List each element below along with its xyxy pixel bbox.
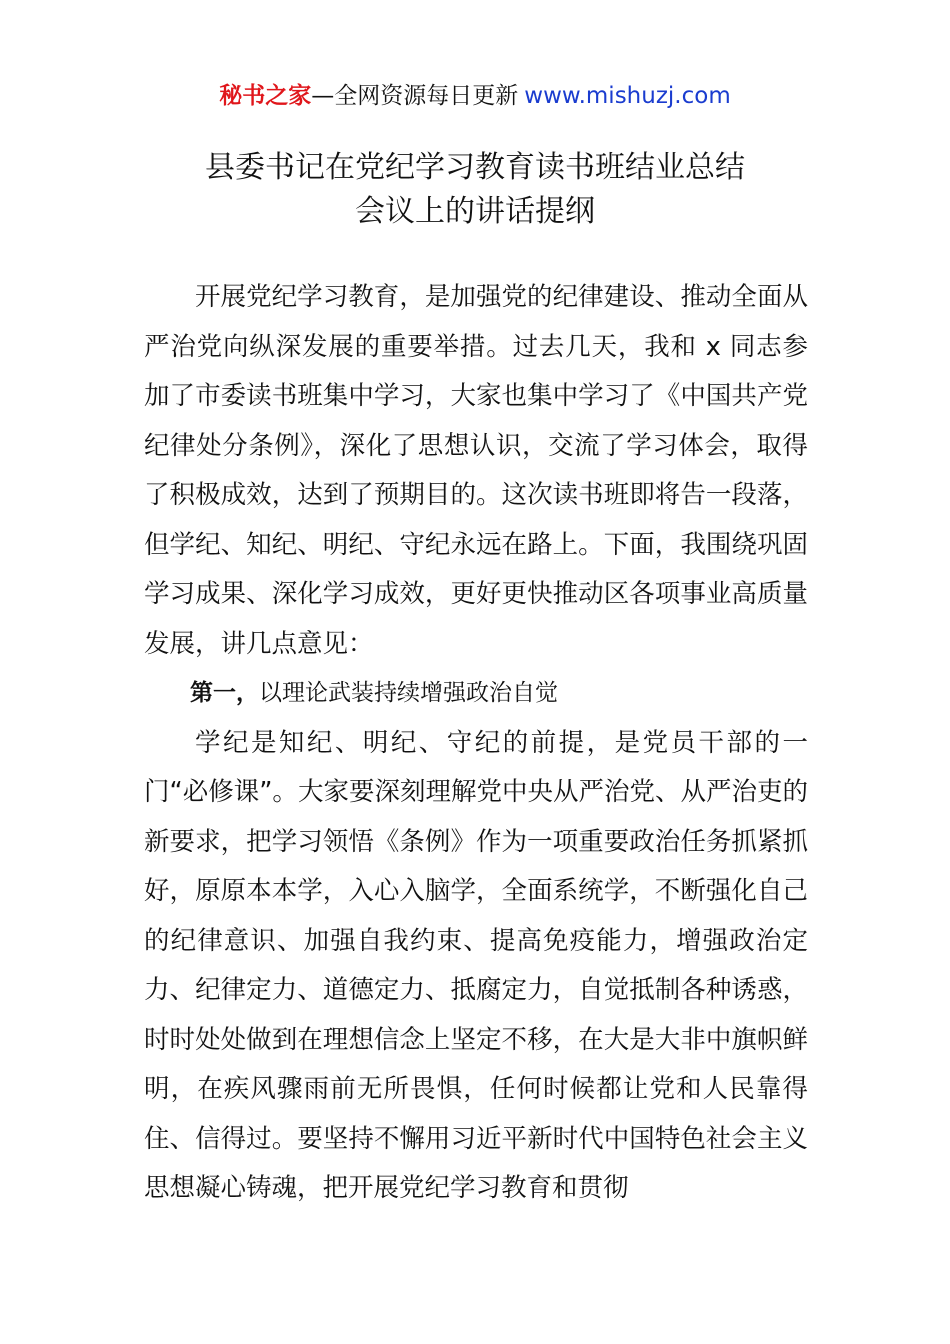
site-header — [0, 80, 950, 112]
document-body — [144, 273, 808, 1214]
title-line-2: 会议上的讲话提纲 — [355, 194, 595, 230]
section-number: 第一， — [190, 680, 259, 706]
section-paragraph: 学纪是知纪、明纪、守纪的前提，是党员干部的一门“必修课”。大家要深刻理解党中央从严治党、从严治吏的新要求，把学习领悟《条例》作为一项重要政治任务抓紧抓好，原原本本学，入心入脑学，全面系统学，不断强化自己的纪律意识、加强自我约束、提高免疫能力，增强政治定力、纪律定力、道德定力、抵腐定力，自觉抵制各种诱惑，时时处处做到在理想信念上坚定不移，在大是大非中旗帜鲜明，在疾风骤雨前无所畏惧，任何时候都让党和人民靠得住、信得过。要坚持不懈用习近平新时代中国特色社会主义思想凝心铸魂，把开展党纪学习教育和贯彻 — [144, 727, 808, 1203]
site-url-link[interactable]: www.mishuzj.com — [524, 83, 731, 109]
section-title: 以理论武装持续增强政治自觉 — [259, 680, 558, 706]
site-tagline: —全网资源每日更新 — [311, 83, 519, 109]
site-brand: 秘书之家 — [219, 83, 312, 109]
section-heading — [144, 669, 808, 719]
document-title — [0, 146, 950, 234]
intro-paragraph: 开展党纪学习教育，是加强党的纪律建设、推动全面从严治党向纵深发展的重要举措。过去几天，我和 x 同志参加了市委读书班集中学习，大家也集中学习了《中国共产党纪律处分条例》，深化了思想认识，交流了学习体会，取得了积极成效，达到了预期目的。这次读书班即将告一段落，但学纪、知纪、明纪、守纪永远在路上。下面，我围绕巩固学习成果、深化学习成效，更好更快推动区各项事业高质量发展，讲几点意见： — [144, 282, 808, 659]
title-line-1: 县委书记在党纪学习教育读书班结业总结 — [205, 150, 745, 186]
